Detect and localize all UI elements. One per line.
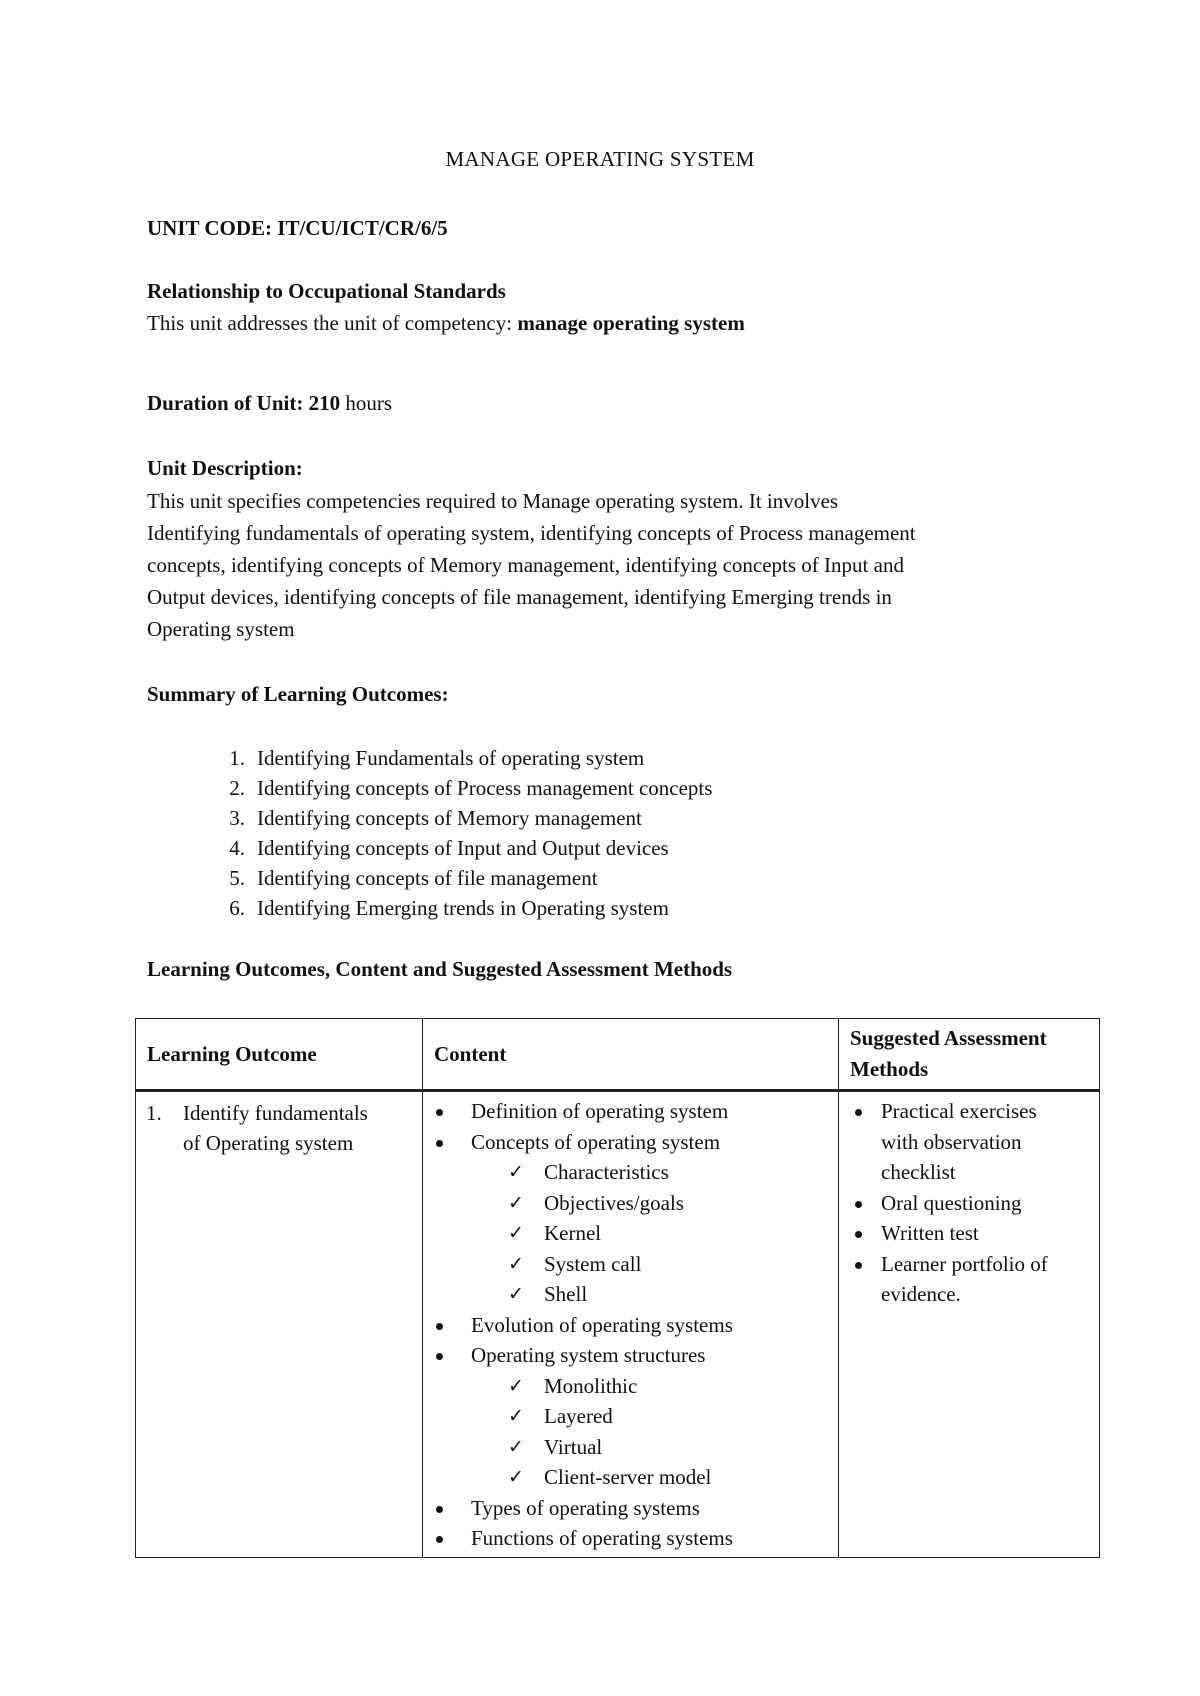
content-item xyxy=(423,1127,838,1158)
sub-item xyxy=(423,1188,838,1219)
sub-item-label: Monolithic xyxy=(544,1373,638,1398)
duration xyxy=(147,391,392,416)
outcome-line: Identify fundamentals xyxy=(183,1101,368,1125)
check-icon: ✓ xyxy=(508,1191,524,1214)
table-row xyxy=(136,1091,1100,1558)
summary-heading: Summary of Learning Outcomes: xyxy=(147,682,449,706)
description-line: Identifying fundamentals of operating system, identifying concepts of Process management xyxy=(147,521,916,545)
content-item: Functions of operating systems xyxy=(423,1523,838,1554)
content-list xyxy=(423,1092,838,1157)
list-text: Identifying concepts of Process management concepts xyxy=(257,776,713,800)
description-line: Output devices, identifying concepts of file management, identifying Emerging trends in xyxy=(147,585,892,609)
content-item: Operating system structures xyxy=(423,1340,838,1371)
list-text: Identifying concepts of Memory management xyxy=(257,806,642,830)
content-list xyxy=(423,1310,838,1371)
check-icon: ✓ xyxy=(508,1435,524,1458)
check-icon: ✓ xyxy=(508,1222,524,1244)
outcome-cell xyxy=(136,1091,423,1558)
sub-item xyxy=(423,1157,838,1188)
content-cell xyxy=(423,1091,839,1558)
unit-code: UNIT CODE: IT/CU/ICT/CR/6/5 xyxy=(147,216,448,240)
list-text: Identifying concepts of Input and Output devices xyxy=(257,836,669,860)
sub-item-label: Virtual xyxy=(544,1434,603,1459)
assessment-item: Oral questioning xyxy=(839,1188,1099,1219)
content-item: Definition of operating system xyxy=(423,1096,838,1127)
assessment-item xyxy=(839,1096,1099,1188)
assessment-line: with observation xyxy=(881,1129,1022,1154)
sub-item-label: Client-server model xyxy=(544,1465,712,1489)
table-header-row xyxy=(136,1019,1100,1091)
assessment-cell xyxy=(839,1091,1100,1558)
assessment-list xyxy=(839,1092,1099,1310)
sub-item xyxy=(423,1279,838,1310)
list-text: Identifying concepts of file management xyxy=(257,866,598,890)
list-text: Identifying Fundamentals of operating system xyxy=(257,746,645,770)
page-title: MANAGE OPERATING SYSTEM xyxy=(445,147,755,171)
list-number: 3. xyxy=(229,806,245,830)
check-icon: ✓ xyxy=(508,1161,524,1183)
outcome-line: of Operating system xyxy=(183,1131,354,1155)
duration-label: Duration of Unit: 210 xyxy=(147,391,341,415)
table-heading: Learning Outcomes, Content and Suggested Assessment Methods xyxy=(147,957,733,981)
column-header-assessment: Suggested Assessment Methods xyxy=(839,1019,1100,1091)
sub-item xyxy=(423,1462,838,1493)
column-header-content: Content xyxy=(423,1019,839,1091)
list-number: 4. xyxy=(229,836,245,860)
sub-item xyxy=(423,1249,838,1280)
check-icon: ✓ xyxy=(508,1252,524,1275)
sub-item xyxy=(423,1401,838,1432)
assessment-item xyxy=(839,1249,1099,1310)
column-header-learning-outcome: Learning Outcome xyxy=(136,1019,423,1091)
assessment-item: Written test xyxy=(839,1218,1099,1249)
check-icon: ✓ xyxy=(508,1374,524,1397)
relationship-heading: Relationship to Occupational Standards xyxy=(147,279,506,303)
sub-item-label: Shell xyxy=(544,1282,588,1306)
outcome-item xyxy=(146,1098,412,1158)
content-sublist xyxy=(423,1371,838,1493)
description-line: concepts, identifying concepts of Memory management, identifying concepts of Input and xyxy=(147,553,904,577)
assessment-line: checklist xyxy=(881,1160,956,1184)
relationship-text-bold: manage operating system xyxy=(517,311,745,335)
assessment-line: Practical exercises xyxy=(881,1099,1037,1123)
sub-item xyxy=(423,1371,838,1402)
list-text: Identifying Emerging trends in Operating system xyxy=(257,896,669,920)
duration-suffix: hours xyxy=(340,391,393,415)
description-line: This unit specifies competencies required to Manage operating system. It involves xyxy=(147,489,839,513)
content-item: Evolution of operating systems xyxy=(423,1310,838,1341)
list-number: 6. xyxy=(229,896,245,920)
sub-item xyxy=(423,1218,838,1249)
assessment-line: Learner portfolio of xyxy=(881,1251,1048,1276)
sub-item-label: Characteristics xyxy=(544,1160,669,1184)
sub-item xyxy=(423,1432,838,1463)
sub-item-label: Objectives/goals xyxy=(544,1190,684,1215)
content-item: Types of operating systems xyxy=(423,1493,838,1524)
check-icon: ✓ xyxy=(508,1283,524,1305)
learning-outcomes-table xyxy=(135,1018,1100,1558)
description-line: Operating system xyxy=(147,617,295,641)
description-heading: Unit Description: xyxy=(147,456,303,480)
relationship-text xyxy=(147,311,745,336)
list-number: 5. xyxy=(229,866,245,890)
outcome-number: 1. xyxy=(146,1101,162,1125)
list-number: 1. xyxy=(229,746,245,770)
check-icon: ✓ xyxy=(508,1466,524,1488)
content-list xyxy=(423,1493,838,1554)
list-number: 2. xyxy=(229,776,245,800)
sub-item-label: Layered xyxy=(544,1404,613,1428)
check-icon: ✓ xyxy=(508,1405,524,1427)
sub-item-label: Kernel xyxy=(544,1221,602,1245)
sub-item-label: System call xyxy=(544,1251,642,1276)
content-item-label: Concepts of operating system xyxy=(471,1129,721,1154)
assessment-line: evidence. xyxy=(881,1282,961,1306)
content-sublist xyxy=(423,1157,838,1310)
relationship-text-prefix: This unit addresses the unit of competency: xyxy=(147,311,518,335)
